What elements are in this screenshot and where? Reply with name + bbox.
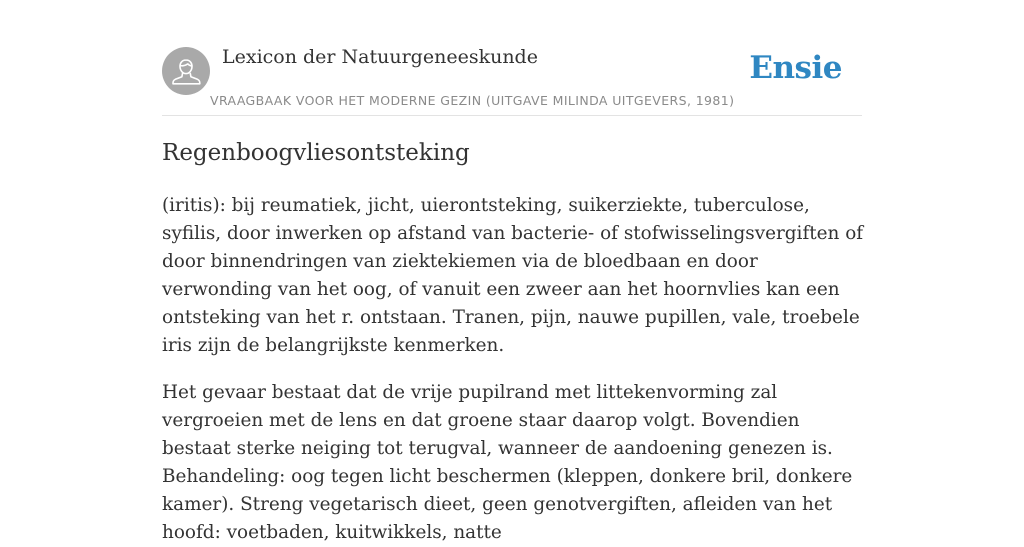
user-silhouette-icon[interactable] — [162, 47, 210, 95]
page-container — [162, 0, 864, 543]
entry-paragraph-1: (iritis): bij reumatiek, jicht, uierontsteking, suikerziekte, tuberculose, syfilis, door inwerken op afstand van bacterie- of stofwisselingsvergiften of door binnendringen van ziektekiemen via de bloedbaan en door verwonding van het oog, of vanuit een zweer aan het hoornvlies kan een ontsteking van het r. ontstaan. Tranen, pijn, nauwe pupillen, vale, troebele iris zijn de belangrijkste kenmerken. — [162, 195, 864, 356]
entry-title: Regenboogvliesontsteking — [162, 140, 470, 166]
lexicon-title[interactable]: Lexicon der Natuurgeneeskunde — [222, 46, 538, 68]
header — [162, 0, 862, 116]
entry-paragraph-2: Het gevaar bestaat dat de vrije pupilrand met littekenvorming zal vergroeien met de lens en dat groene staar daarop volgt. Bovendien bestaat sterke neiging tot terugval, wanneer de aandoening genezen is. Behandeling: oog tegen licht beschermen (kleppen, donkere bril, donkere kamer). Streng vegetarisch dieet, geen genotvergiften, afleiden van het hoofd: voetbaden, kuitwikkels, natte — [162, 382, 853, 543]
brand-logo[interactable]: Ensie — [749, 50, 842, 86]
lexicon-subtitle: VRAAGBAAK VOOR HET MODERNE GEZIN (UITGAVE MILINDA UITGEVERS, 1981) — [210, 93, 735, 108]
